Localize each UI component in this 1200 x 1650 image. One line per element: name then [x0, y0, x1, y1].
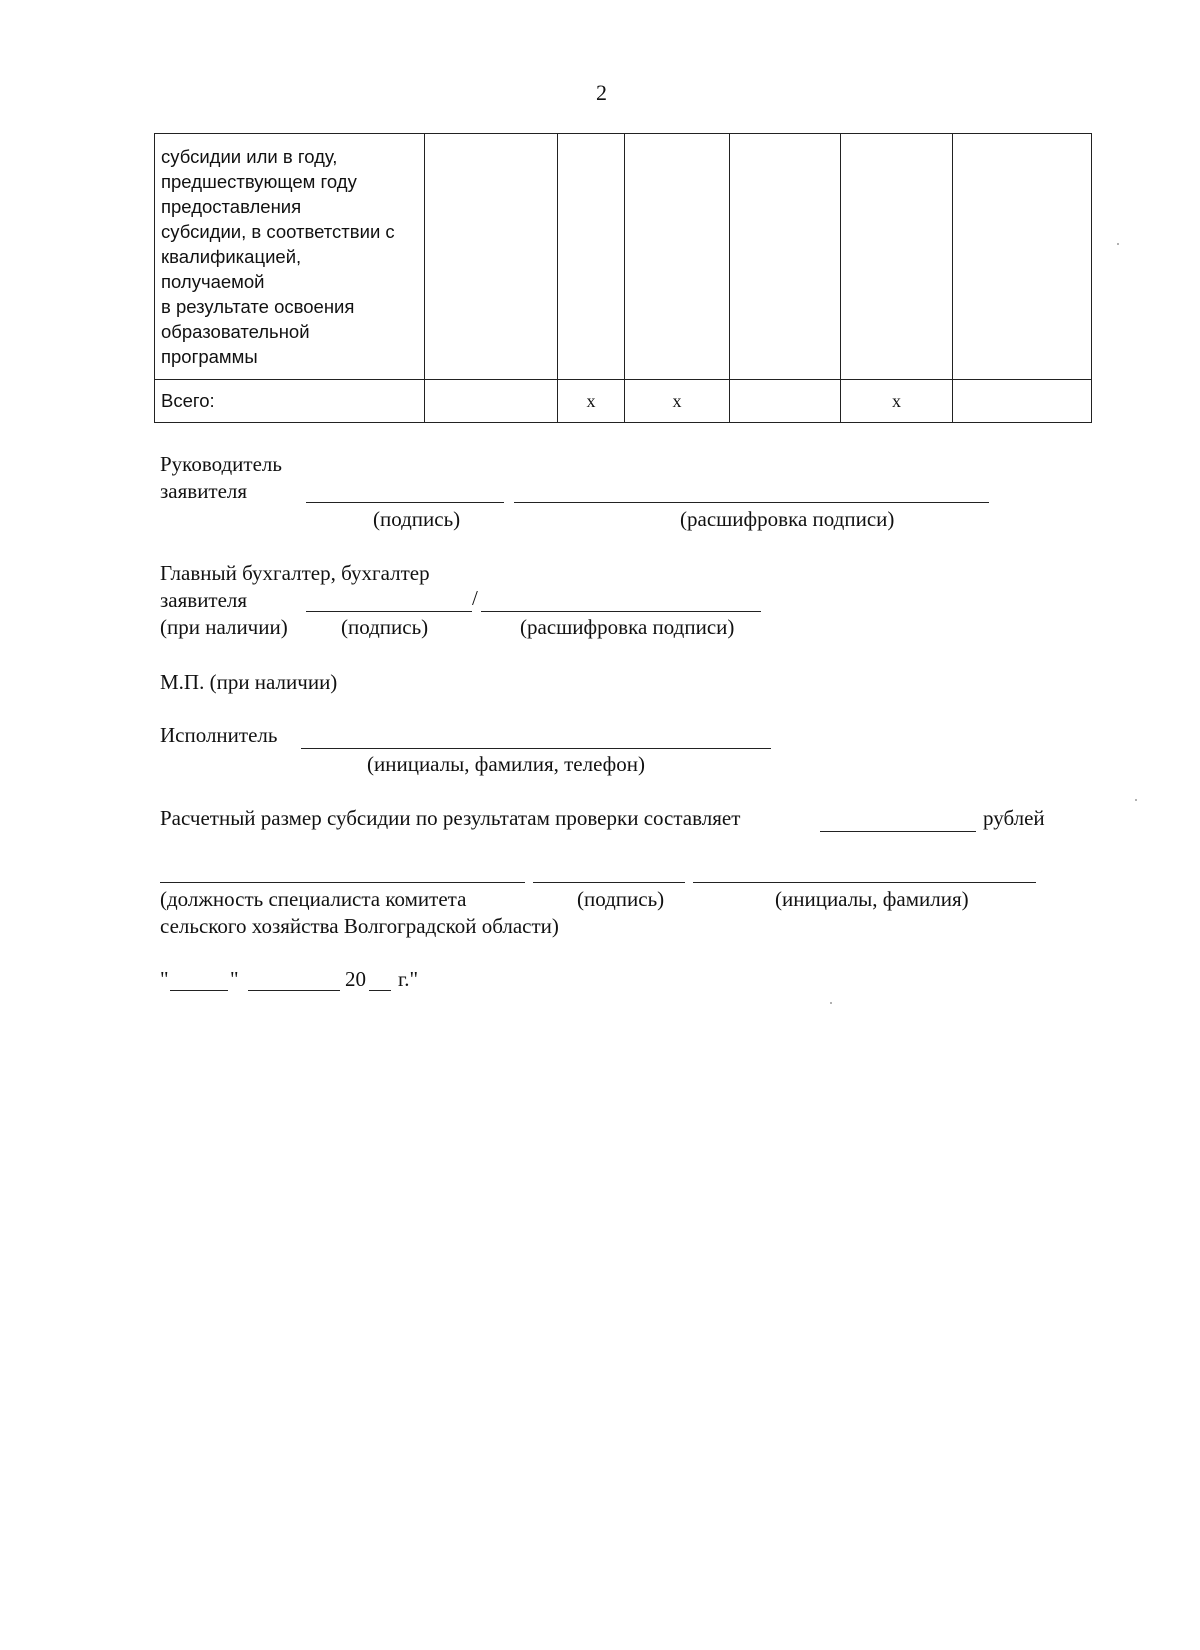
scan-speck	[1135, 799, 1137, 801]
description-line: субсидии или в году,	[161, 146, 338, 167]
accountant-label-line1: Главный бухгалтер, бухгалтер	[160, 561, 430, 585]
executor-line	[301, 748, 771, 749]
head-signature-caption: (подпись)	[373, 507, 461, 531]
head-decoding-caption: (расшифровка подписи)	[680, 507, 895, 531]
total-cell	[953, 380, 1092, 423]
executor-label: Исполнитель	[160, 723, 278, 747]
date-month-line	[248, 990, 340, 991]
description-line: образовательной	[161, 321, 310, 342]
table-cell	[953, 134, 1092, 380]
description-line: предшествующем году	[161, 171, 357, 192]
total-cell	[425, 380, 558, 423]
total-cell: x	[841, 380, 953, 423]
description-line: предоставления	[161, 196, 302, 217]
date-year-line	[369, 990, 391, 991]
specialist-name-line	[693, 882, 1036, 883]
date-year-suffix: г."	[398, 967, 419, 991]
total-cell: x	[625, 380, 730, 423]
accountant-decoding-caption: (расшифровка подписи)	[520, 615, 735, 639]
specialist-position-caption-line1: (должность специалиста комитета	[160, 887, 467, 911]
estimate-amount-line	[820, 831, 976, 832]
specialist-position-line	[160, 882, 525, 883]
specialist-position-caption-line2: сельского хозяйства Волгоградской области)	[160, 914, 559, 938]
table-row	[155, 134, 1092, 380]
head-signature-line	[306, 502, 504, 503]
table-cell	[558, 134, 625, 380]
accountant-presence-caption: (при наличии)	[160, 615, 288, 639]
table-cell	[730, 134, 841, 380]
date-day-line	[170, 990, 228, 991]
date-open-quote: "	[160, 967, 169, 991]
page-number: 2	[596, 80, 607, 105]
head-decoding-line	[514, 502, 989, 503]
head-label-line2: заявителя	[160, 479, 248, 503]
table-cell	[841, 134, 953, 380]
table-cell	[625, 134, 730, 380]
total-cell: x	[558, 380, 625, 423]
date-year-prefix: 20	[345, 967, 366, 991]
stamp-label: М.П. (при наличии)	[160, 670, 338, 694]
total-label: Всего:	[155, 380, 425, 423]
accountant-signature-line	[306, 611, 472, 612]
total-cell	[730, 380, 841, 423]
date-close-quote: "	[230, 967, 239, 991]
accountant-label-line2: заявителя	[160, 588, 248, 612]
accountant-signature-caption: (подпись)	[341, 615, 429, 639]
subsidy-table	[154, 133, 1092, 423]
executor-caption: (инициалы, фамилия, телефон)	[367, 752, 646, 776]
description-line: субсидии, в соответствии с	[161, 221, 395, 242]
specialist-signature-caption: (подпись)	[577, 887, 665, 911]
head-label-line1: Руководитель	[160, 452, 282, 476]
specialist-signature-line	[533, 882, 685, 883]
accountant-decoding-line	[481, 611, 761, 612]
description-cell	[155, 134, 425, 380]
description-line: квалификацией,	[161, 246, 302, 267]
description-line: получаемой	[161, 271, 265, 292]
estimate-text: Расчетный размер субсидии по результатам проверки составляет	[160, 806, 741, 830]
scan-speck	[1117, 243, 1119, 245]
total-row	[155, 380, 1092, 423]
scan-speck	[830, 1002, 832, 1004]
estimate-unit: рублей	[983, 806, 1045, 830]
table-cell	[425, 134, 558, 380]
accountant-slash: /	[472, 586, 478, 610]
description-line: в результате освоения	[161, 296, 355, 317]
description-line: программы	[161, 346, 258, 367]
specialist-name-caption: (инициалы, фамилия)	[775, 887, 969, 911]
